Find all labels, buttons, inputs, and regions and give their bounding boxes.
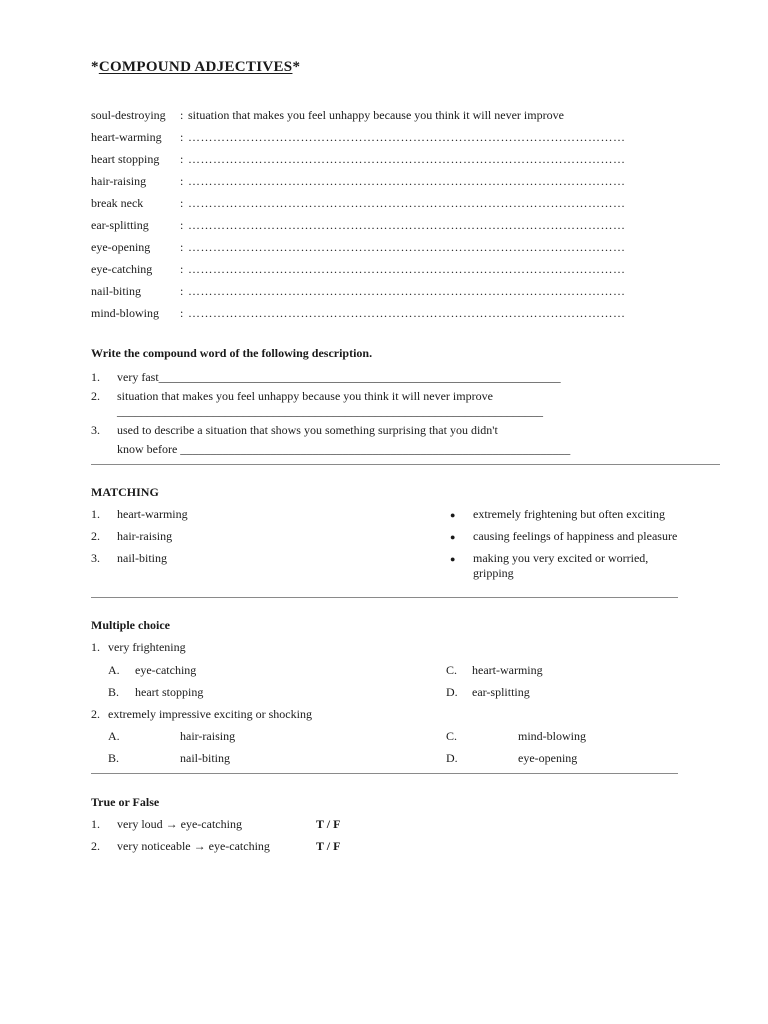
bullet-icon: ● [450, 554, 456, 564]
tf-item-number: 1. [91, 817, 100, 831]
tf-item-number: 2. [91, 839, 100, 853]
matching-left-item[interactable]: heart-warming [117, 507, 188, 521]
option-letter: B. [108, 685, 120, 699]
section-divider [91, 464, 720, 465]
definition-term: eye-catching [91, 262, 153, 276]
matching-left-number: 3. [91, 551, 100, 565]
question-number: 2. [91, 707, 100, 721]
definition-separator: : [180, 152, 184, 166]
question-text: extremely impressive exciting or shocking [108, 707, 312, 721]
option-text[interactable]: ear-splitting [472, 685, 530, 699]
section-divider [91, 597, 678, 598]
definition-blank[interactable]: …………………………………………………………………………………………… [188, 284, 626, 298]
tf-answer-choice[interactable]: T / F [316, 817, 341, 831]
compound-item-text: used to describe a situation that shows you something surprising that you didn't [117, 423, 498, 437]
page-title: *COMPOUND ADJECTIVES* [91, 59, 301, 75]
definition-text: situation that makes you feel unhappy because you think it will never improve [188, 108, 564, 122]
option-letter: A. [108, 729, 120, 743]
option-text[interactable]: mind-blowing [518, 729, 586, 743]
matching-heading: MATCHING [91, 485, 159, 499]
option-text[interactable]: hair-raising [180, 729, 236, 743]
definition-blank[interactable]: …………………………………………………………………………………………… [188, 262, 626, 276]
tf-item-text: very loud → eye-catching [117, 817, 242, 831]
definition-blank[interactable]: …………………………………………………………………………………………… [188, 174, 626, 188]
option-letter: B. [108, 751, 120, 765]
option-text[interactable]: eye-catching [135, 663, 197, 677]
compound-item-number: 2. [91, 389, 100, 403]
definition-separator: : [180, 130, 184, 144]
bullet-icon: ● [450, 510, 456, 520]
matching-left-item[interactable]: nail-biting [117, 551, 167, 565]
compound-answer-line[interactable]: _______________________________________________________________________ [117, 404, 543, 418]
title-text: COMPOUND ADJECTIVES [98, 59, 293, 75]
option-text[interactable]: nail-biting [180, 751, 230, 765]
question-text: very frightening [108, 640, 186, 654]
compound-answer-line[interactable]: know before _________________________________________________________________ [117, 442, 571, 456]
option-text[interactable]: heart stopping [135, 685, 204, 699]
definition-blank[interactable]: …………………………………………………………………………………………… [188, 218, 626, 232]
option-letter: A. [108, 663, 120, 677]
compound-item-text[interactable]: very fast___________________________________________________________________ [117, 370, 561, 384]
option-letter: C. [446, 729, 458, 743]
section-divider [91, 773, 678, 774]
bullet-icon: ● [450, 532, 456, 542]
option-text[interactable]: heart-warming [472, 663, 543, 677]
compound-section-heading: Write the compound word of the following description. [91, 346, 373, 360]
definition-separator: : [180, 108, 184, 122]
question-number: 1. [91, 640, 100, 654]
definition-separator: : [180, 306, 184, 320]
definition-separator: : [180, 174, 184, 188]
definition-term: ear-splitting [91, 218, 149, 232]
tf-item-text: very noticeable → eye-catching [117, 839, 270, 853]
definition-term: nail-biting [91, 284, 141, 298]
definition-blank[interactable]: …………………………………………………………………………………………… [188, 196, 626, 210]
definition-blank[interactable]: …………………………………………………………………………………………… [188, 306, 626, 320]
option-letter: D. [446, 751, 458, 765]
definition-term: heart stopping [91, 152, 160, 166]
definition-blank[interactable]: …………………………………………………………………………………………… [188, 152, 626, 166]
true-false-heading: True or False [91, 795, 160, 809]
option-letter: D. [446, 685, 458, 699]
definition-separator: : [180, 284, 184, 298]
tf-answer-choice[interactable]: T / F [316, 839, 341, 853]
definition-blank[interactable]: …………………………………………………………………………………………… [188, 240, 626, 254]
multiple-choice-heading: Multiple choice [91, 618, 170, 632]
definition-term: heart-warming [91, 130, 162, 144]
definition-separator: : [180, 262, 184, 276]
definition-term: eye-opening [91, 240, 151, 254]
compound-item-number: 3. [91, 423, 100, 437]
definition-term: soul-destroying [91, 108, 166, 122]
compound-item-text: situation that makes you feel unhappy because you think it will never improve [117, 389, 493, 403]
definition-term: mind-blowing [91, 306, 159, 320]
matching-right-item-continued: gripping [473, 566, 514, 580]
matching-left-item[interactable]: hair-raising [117, 529, 173, 543]
matching-left-number: 1. [91, 507, 100, 521]
definition-term: break neck [91, 196, 144, 210]
matching-left-number: 2. [91, 529, 100, 543]
option-text[interactable]: eye-opening [518, 751, 578, 765]
option-letter: C. [446, 663, 458, 677]
matching-right-item[interactable]: extremely frightening but often exciting [473, 507, 665, 521]
definition-separator: : [180, 196, 184, 210]
definition-blank[interactable]: …………………………………………………………………………………………… [188, 130, 626, 144]
definition-separator: : [180, 218, 184, 232]
matching-right-item[interactable]: causing feelings of happiness and pleasure [473, 529, 678, 543]
definition-term: hair-raising [91, 174, 147, 188]
compound-item-number: 1. [91, 370, 100, 384]
definition-separator: : [180, 240, 184, 254]
matching-right-item[interactable]: making you very excited or worried, [473, 551, 649, 565]
